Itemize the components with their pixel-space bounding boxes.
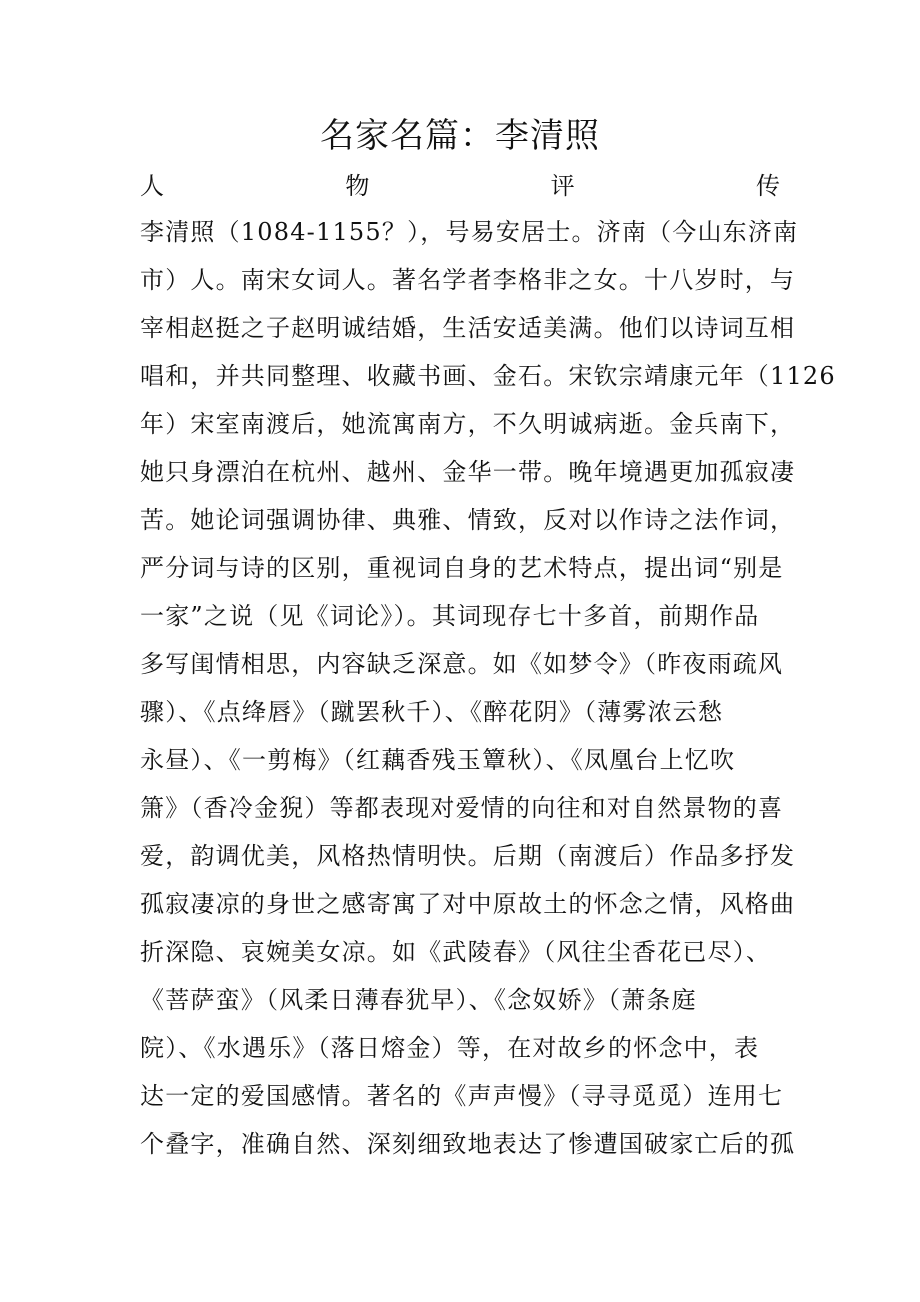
text-line: 多写闺情相思，内容缺乏深意。如《如梦令》（昨夜雨疏风 [140,650,784,678]
text-line: 年）宋室南渡后，她流寓南方，不久明诚病逝。金兵南下， [140,410,796,438]
text-line: 箫》（香冷金猊）等都表现对爱情的向往和对自然景物的喜 [140,794,784,822]
text-line: 苦。她论词强调协律、典雅、情致，反对以作诗之法作词， [140,506,796,534]
text-line: 李清照（1084-1155？），号易安居士。济南（今山东济南 [140,218,799,246]
text-line: 折深隐、哀婉美女凉。如《武陵春》（风往尘香花已尽）、 [140,938,772,966]
text-line: 个叠字，准确自然、深刻细致地表达了惨遭国破家亡后的孤 [140,1130,796,1158]
text-line: 《菩萨蛮》（风柔日薄春犹早）、《念奴娇》（萧条庭 [140,986,697,1014]
heading-char: 物 [345,172,370,200]
heading-char: 评 [550,172,575,200]
text-line: 唱和，并共同整理、收藏书画、金石。宋钦宗靖康元年（1126 [140,362,836,390]
text-line: 爱，韵调优美，风格热情明快。后期（南渡后）作品多抒发 [140,842,796,870]
biography-text [140,212,836,1172]
page-title: 名家名篇：李清照 [320,116,600,156]
section-heading [140,168,780,204]
text-line: 严分词与诗的区别，重视词自身的艺术特点，提出词“别是 [140,554,784,582]
text-line: 达一定的爱国感情。著名的《声声慢》（寻寻觅觅）连用七 [140,1082,784,1110]
text-line: 一家”之说（见《词论》）。其词现存七十多首，前期作品 [140,602,760,630]
text-line: 她只身漂泊在杭州、越州、金华一带。晚年境遇更加孤寂凄 [140,458,796,486]
text-line: 永昼）、《一剪梅》（红藕香残玉簟秋）、《凤凰台上忆吹 [140,746,736,774]
heading-char: 人 [140,172,164,200]
text-line: 市）人。南宋女词人。著名学者李格非之女。十八岁时，与 [140,266,796,294]
text-line: 宰相赵挺之子赵明诚结婚，生活安适美满。他们以诗词互相 [140,314,796,342]
heading-char: 传 [755,172,780,200]
text-line: 院）、《水遇乐》（落日熔金）等，在对故乡的怀念中，表 [140,1034,760,1062]
text-line: 孤寂凄凉的身世之感寄寓了对中原故土的怀念之情，风格曲 [140,890,796,918]
text-line: 骤）、《点绛唇》（蹴罢秋千）、《醉花阴》（薄雾浓云愁 [140,698,724,726]
